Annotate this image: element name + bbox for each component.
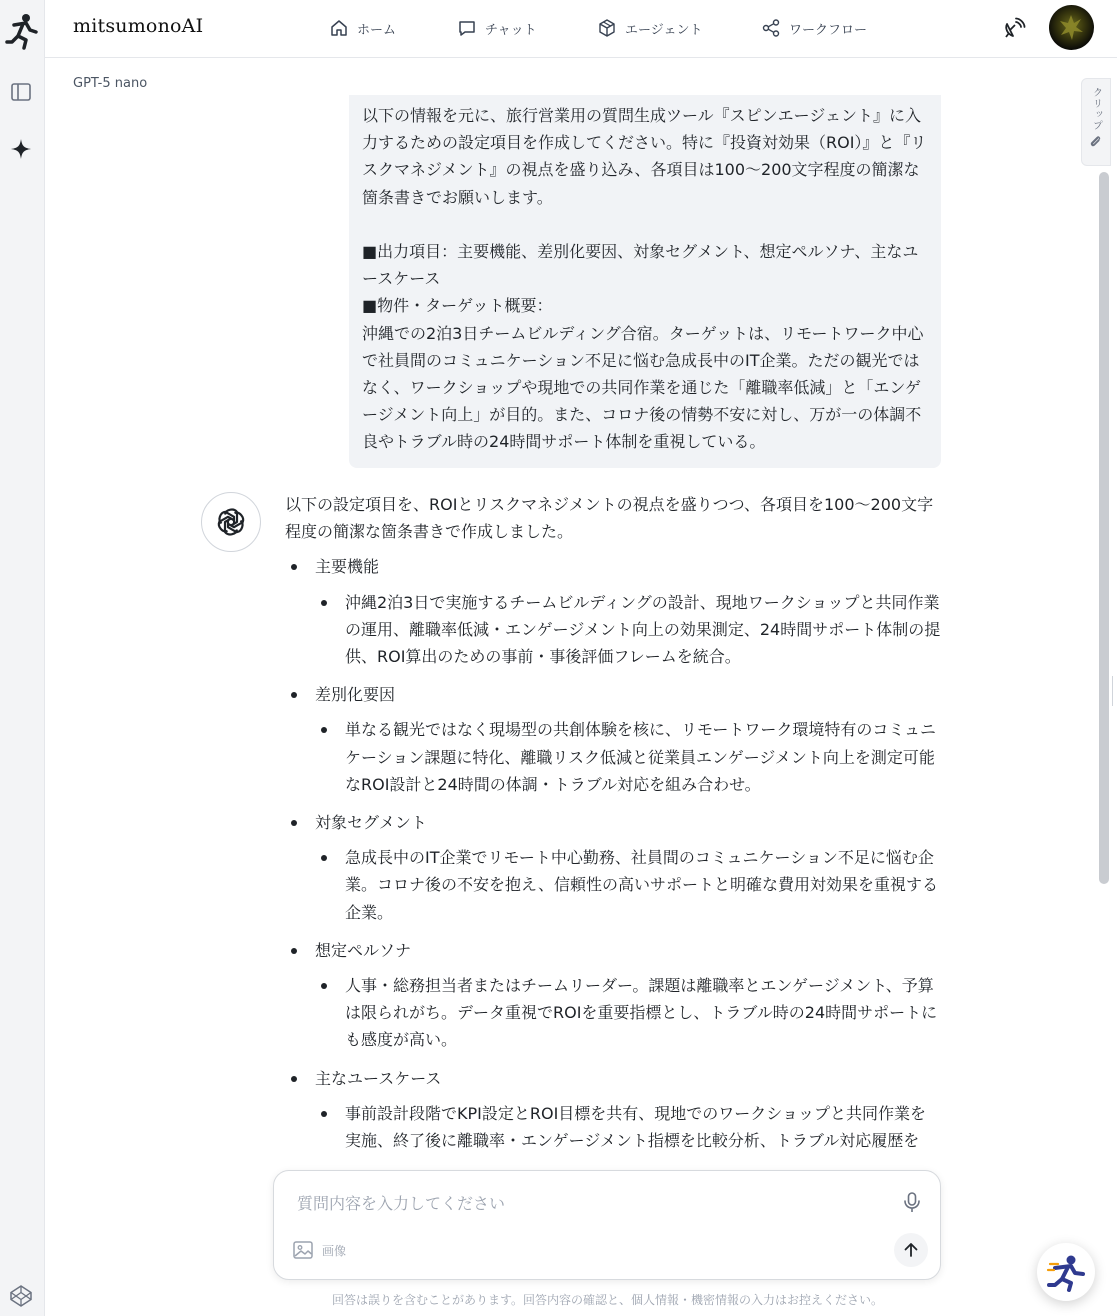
runner-mascot-icon [1046,1252,1086,1292]
user-message-bubble: 以下の情報を元に、旅行営業用の質問生成ツール『スピンエージェント』に入力するための設定項目を作成してください。特に『投資対効果（ROI）』と『リスクマネジメント』の視点を盛り込み、各項目は100〜200文字程度の簡潔な箇条書きでお願いします。 ■出力項目：主要機能、差別化要因、対象セグメント、想定ペルソナ、主なユースケース ■物件・ターゲット概要： 沖縄での2泊3日チームビルディング合宿。ターゲットは、リモートワーク中心で社員間のコミュニケーション不足に悩む急成長中のIT企業。ただの観光ではなく、ワークショップや現地での共同作業を通じた「離職率低減」と「エンゲージメント向上」が目的。また、コロナ後の情勢不安に対し、万が一の体調不良やトラブル時の24時間サポート体制を重視している。 [349,95,941,468]
left-rail [0,0,45,1316]
section-title: 対象セグメント [315,813,427,833]
section-detail: 事前設計段階でKPI設定とROI目標を共有、現地でのワークショップと共同作業を実施、終了後に離職率・エンゲージメント指標を比較分析、トラブル対応履歴を [345,1103,926,1151]
list-item [285,809,941,926]
sidebar-toggle-icon[interactable] [8,79,34,105]
runner-logo-icon[interactable] [4,12,38,50]
chat-scrollbar[interactable] [1099,172,1109,884]
list-item [285,1065,941,1155]
paperclip-icon [1089,135,1103,149]
model-label[interactable]: GPT-5 nano [73,76,148,91]
nav-chat-label: チャット [485,22,537,38]
brand-title[interactable]: mitsumonoAI [73,15,204,37]
share-nodes-icon [761,18,781,38]
resize-handle[interactable] [1112,676,1115,706]
section-title: 主要機能 [315,557,380,577]
section-detail: 単なる観光ではなく現場型の共創体験を核に、リモートワーク環境特有のコミュニケーション課題に特化、離職リスク低減と従業員エンゲージメント向上を測定可能なROI設計と24時間の体調・トラブル対応を組み合わせ。 [345,720,937,794]
cube-icon [597,18,617,38]
sparkle-icon[interactable] [8,136,34,162]
arrow-up-icon [902,1241,920,1259]
section-title: 主なユースケース [315,1068,442,1088]
section-detail: 人事・総務担当者またはチームリーダー。課題は離職率とエンゲージメント、予算は限られがち。データ重視でROIを重要指標とし、トラブル時の24時間サポートにも感度が高い。 [345,976,938,1050]
list-item [285,937,941,1054]
user-avatar[interactable] [1049,5,1094,50]
bullet [291,564,297,570]
bullet [291,692,297,698]
assistant-message [285,491,941,1167]
assistant-intro: 以下の設定項目を、ROIとリスクマネジメントの視点を盛りつつ、各項目を100〜200文字程度の簡潔な箇条書きで作成しました。 [285,495,934,542]
satellite-dish-icon[interactable] [1002,17,1026,41]
disclaimer-text: 回答は誤りを含むことがあります。回答内容の確認と、個人情報・機密情報の入力はお控えください。 [332,1293,884,1307]
bullet [321,983,327,989]
top-header [45,0,1117,58]
section-title: 想定ペルソナ [315,940,412,960]
chat-icon [457,18,477,38]
clip-tab[interactable] [1081,78,1111,166]
bullet [321,855,327,861]
image-icon [292,1239,314,1261]
nav-home-label: ホーム [357,22,397,38]
home-icon [329,18,349,38]
assistant-avatar [201,492,261,552]
nav-agent[interactable] [597,16,702,40]
nav-home[interactable] [329,16,396,40]
send-button[interactable] [894,1233,928,1267]
microphone-icon[interactable] [900,1190,924,1214]
section-title: 差別化要因 [315,685,396,705]
message-input[interactable] [297,1189,877,1217]
list-item [285,553,941,670]
clip-label: クリップ [1090,87,1102,131]
nav-workflow-label: ワークフロー [789,22,868,38]
assistant-launcher-button[interactable] [1037,1243,1095,1301]
nav-workflow[interactable] [761,16,867,40]
nav-chat[interactable] [457,16,537,40]
bullet [321,727,327,733]
section-detail: 急成長中のIT企業でリモート中心勤務、社員間のコミュニケーション不足に悩む企業。コロナ後の不安を抱え、信頼性の高いサポートと明確な費用対効果を重視する企業。 [345,848,938,922]
list-item [285,681,941,798]
bullet [321,600,327,606]
bullet [291,820,297,826]
bullet [291,948,297,954]
bullet [291,1076,297,1082]
message-composer [273,1170,941,1280]
codepen-icon[interactable] [9,1284,33,1308]
attach-image-label: 画像 [322,1243,347,1258]
bullet [321,1111,327,1117]
attach-image-button[interactable] [292,1239,346,1261]
nav-agent-label: エージェント [625,22,703,38]
section-detail: 沖縄2泊3日で実施するチームビルディングの設計、現地ワークショップと共同作業の運用、離職率低減・エンゲージメント向上の効果測定、24時間サポート体制の提供、ROI算出のための事前・事後評価フレームを統合。 [345,592,941,667]
openai-logo-icon [211,502,251,542]
